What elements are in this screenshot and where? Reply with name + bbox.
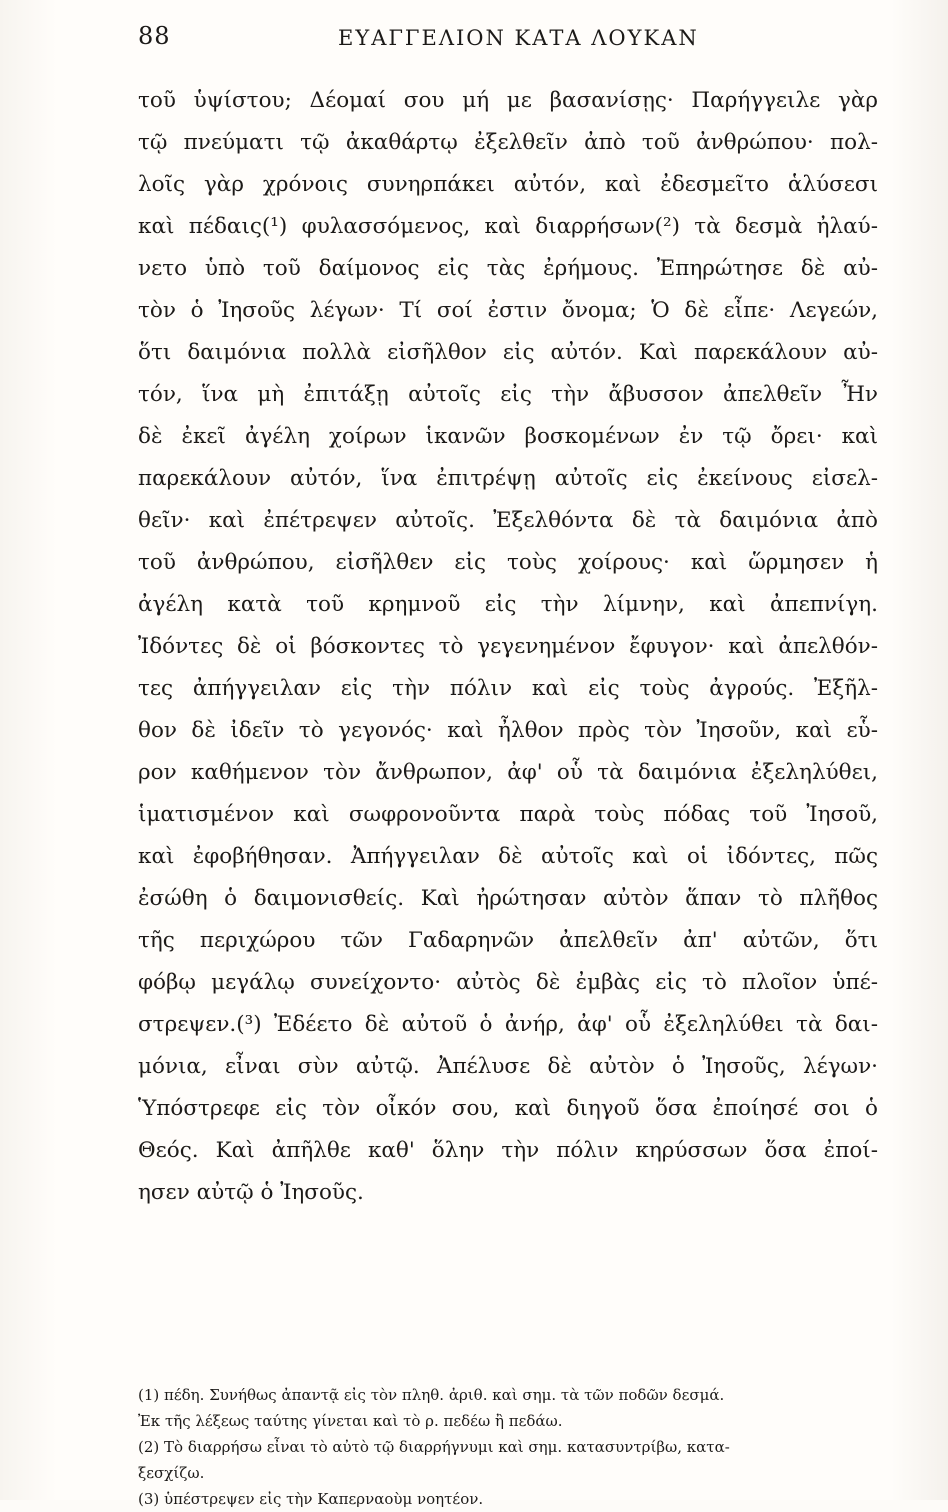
text-line: καὶ πέδαις(¹) φυλασσόμενος, καὶ διαρρήσων(²) τὰ δεσμὰ ἠλαύ- [138,214,878,239]
text-line: δὲ ἐκεῖ ἀγέλη χοίρων ἱκανῶν βοσκομένων ἐν τῷ ὄρει· καὶ [138,424,878,449]
text-line: Θεός. Καὶ ἀπῆλθε καθ' ὅλην τὴν πόλιν κηρύσσων ὅσα ἐποί- [138,1138,878,1163]
page-number: 88 [138,22,171,50]
footnote-line: (3) ὑπέστρεψεν εἰς τὴν Καπερναοὺμ νοητέον. [138,1490,484,1508]
footnote-line: Ἐκ τῆς λέξεως ταύτης γίνεται καὶ τὸ ρ. πεδέω ἢ πεδάω. [138,1412,563,1430]
text-line: καὶ ἐφοβήθησαν. Ἀπήγγειλαν δὲ αὐτοῖς καὶ οἱ ἰδόντες, πῶς [138,844,878,869]
text-line: τόν, ἵνα μὴ ἐπιτάξῃ αὐτοῖς εἰς τὴν ἄβυσσον ἀπελθεῖν Ἦν [138,382,878,407]
text-line: ἱματισμένον καὶ σωφρονοῦντα παρὰ τοὺς πόδας τοῦ Ἰησοῦ, [138,802,878,827]
text-line: θον δὲ ἰδεῖν τὸ γεγονός· καὶ ἦλθον πρὸς τὸν Ἰησοῦν, καὶ εὗ- [138,718,878,743]
text-line: φόβῳ μεγάλῳ συνείχοντο· αὐτὸς δὲ ἐμβὰς εἰς τὸ πλοῖον ὑπέ- [138,970,878,995]
text-line: τῆς περιχώρου τῶν Γαδαρηνῶν ἀπελθεῖν ἀπ' αὐτῶν, ὅτι [138,928,878,953]
footnote-line: (2) Τὸ διαρρήσω εἶναι τὸ αὐτὸ τῷ διαρρήγνυμι καὶ σημ. κατασυντρίβω, κατα- [138,1438,730,1456]
text-line: ἐσώθη ὁ δαιμονισθείς. Καὶ ἠρώτησαν αὐτὸν ἅπαν τὸ πλῆθος [138,886,878,911]
footnote-line: ξεσχίζω. [138,1464,205,1482]
text-line: ἀγέλη κατὰ τοῦ κρημνοῦ εἰς τὴν λίμνην, καὶ ἀπεπνίγη. [138,592,878,617]
text-line: ὅτι δαιμόνια πολλὰ εἰσῆλθον εἰς αὐτόν. Καὶ παρεκάλουν αὐ- [138,340,878,365]
page-header [138,22,866,62]
text-line: νετο ὑπὸ τοῦ δαίμονος εἰς τὰς ἐρήμους. Ἐπηρώτησε δὲ αὐ- [138,256,878,281]
text-line: παρεκάλουν αὐτόν, ἵνα ἐπιτρέψῃ αὐτοῖς εἰς ἐκείνους εἰσελ- [138,466,878,491]
text-line: θεῖν· καὶ ἐπέτρεψεν αὐτοῖς. Ἐξελθόντα δὲ τὰ δαιμόνια ἀπὸ [138,508,878,533]
text-line: τὸν ὁ Ἰησοῦς λέγων· Τί σοί ἐστιν ὄνομα; Ὁ δὲ εἶπε· Λεγεών, [138,298,878,323]
text-line: Ὑπόστρεφε εἰς τὸν οἶκόν σου, καὶ διηγοῦ ὅσα ἐποίησέ σοι ὁ [138,1096,878,1121]
text-line: μόνια, εἶναι σὺν αὐτῷ. Ἀπέλυσε δὲ αὐτὸν ὁ Ἰησοῦς, λέγων· [138,1054,878,1079]
text-line: στρεψεν.(³) Ἐδέετο δὲ αὐτοῦ ὁ ἀνήρ, ἀφ' οὗ ἐξεληλύθει τὰ δαι- [138,1012,878,1037]
footnote-line: (1) πέδη. Συνήθως ἀπαντᾷ εἰς τὸν πληθ. ἀριθ. καὶ σημ. τὰ τῶν ποδῶν δεσμά. [138,1386,725,1404]
text-line: λοῖς γὰρ χρόνοις συνηρπάκει αὐτόν, καὶ ἐδεσμεῖτο ἁλύσεσι [138,172,878,197]
footnotes [138,1382,878,1512]
text-line: τες ἀπήγγειλαν εἰς τὴν πόλιν καὶ εἰς τοὺς ἀγρούς. Ἐξῆλ- [138,676,878,701]
text-line: τοῦ ὑψίστου; Δέομαί σου μή με βασανίσῃς· Παρήγγειλε γὰρ [138,88,878,113]
text-line: Ἰδόντες δὲ οἱ βόσκοντες τὸ γεγενημένον ἔφυγον· καὶ ἀπελθόν- [138,634,878,659]
text-line: τοῦ ἀνθρώπου, εἰσῆλθεν εἰς τοὺς χοίρους· καὶ ὥρμησεν ἡ [138,550,878,575]
running-title: ΕΥΑΓΓΕΛΙΟΝ ΚΑΤΑ ΛΟΥΚΑΝ [338,26,699,50]
text-line: τῷ πνεύματι τῷ ἀκαθάρτῳ ἐξελθεῖν ἀπὸ τοῦ ἀνθρώπου· πολ- [138,130,878,155]
body-text [138,80,878,1214]
text-line: ησεν αὐτῷ ὁ Ἰησοῦς. [138,1180,364,1205]
text-line: ρον καθήμενον τὸν ἄνθρωπον, ἀφ' οὗ τὰ δαιμόνια ἐξεληλύθει, [138,760,878,785]
